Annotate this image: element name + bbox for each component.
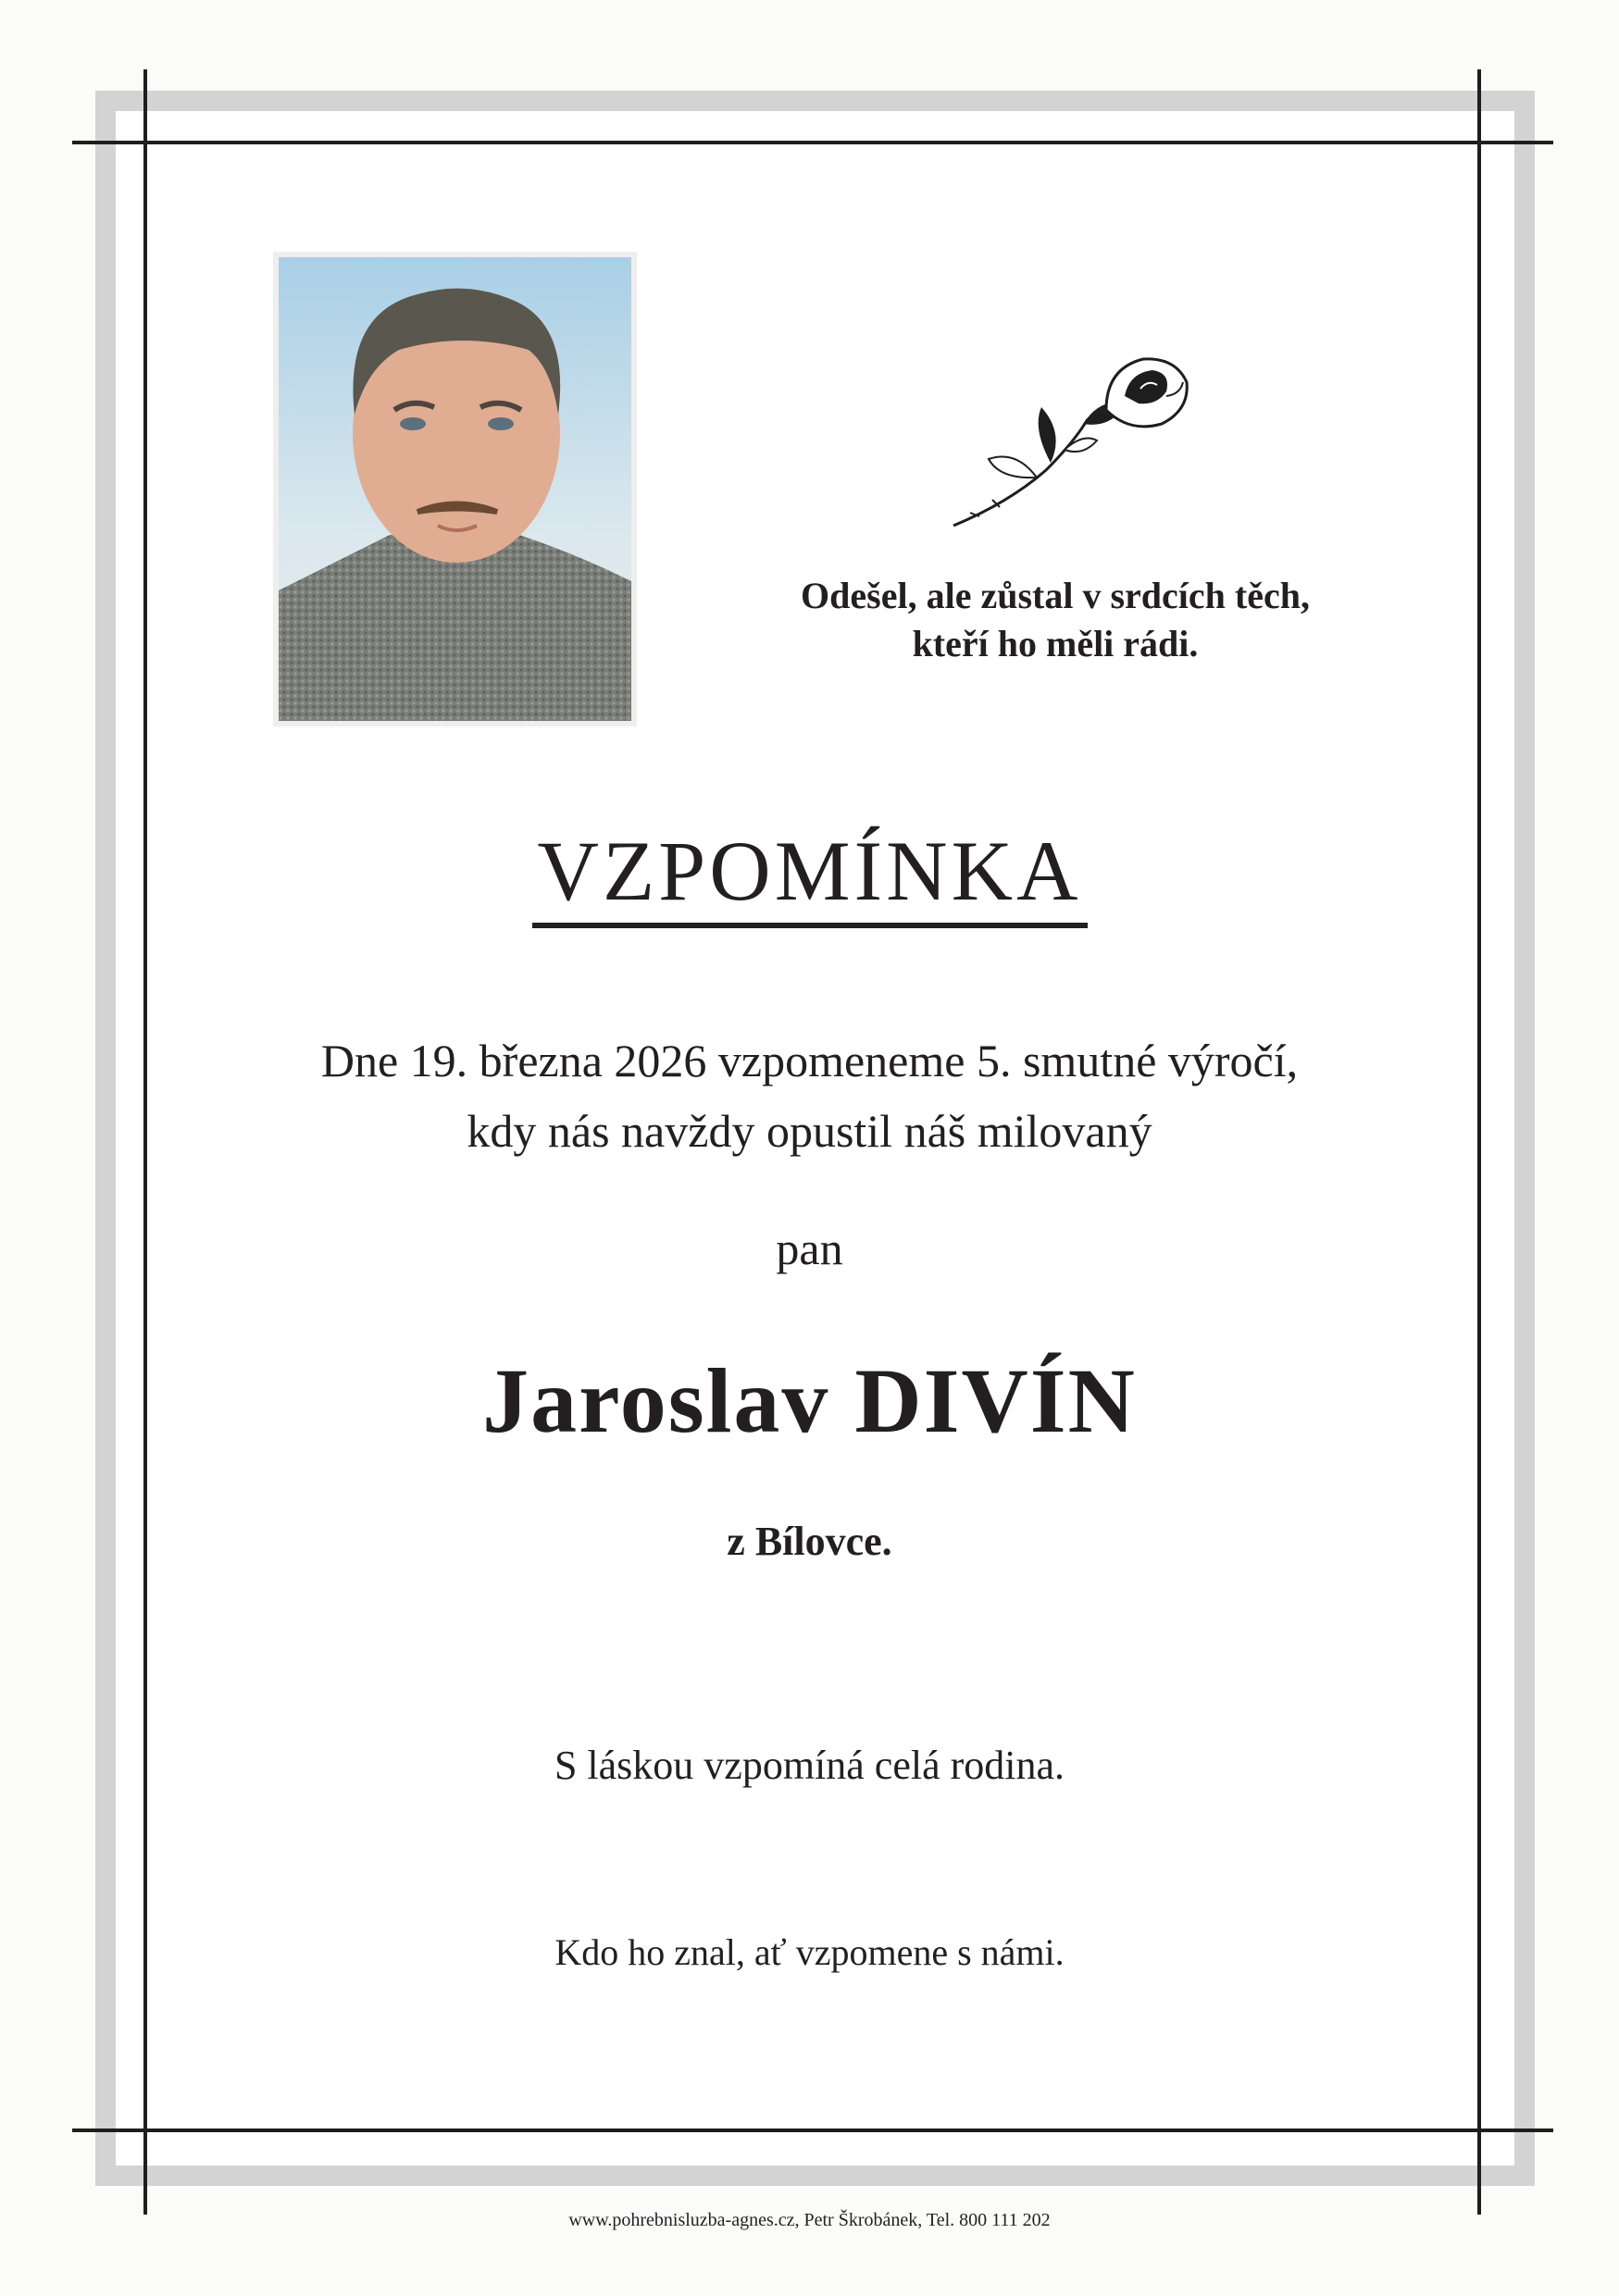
notice-title-text: VZPOMÍNKA — [532, 825, 1088, 928]
portrait-photo — [273, 252, 637, 726]
quote-line: kteří ho měli rádi. — [912, 623, 1199, 664]
footer-contact: www.pohrebnisluzba-agnes.cz, Petr Škrobánek, Tel. 800 111 202 — [568, 2210, 1051, 2230]
deceased-name: Jaroslav DIVÍN — [482, 1349, 1137, 1452]
closing-line: Kdo ho znal, ať vzpomene s námi. — [554, 1931, 1065, 1973]
quote-line: Odešel, ale zůstal v srdcích těch, — [801, 575, 1310, 616]
frame-line-bottom — [72, 2128, 1553, 2132]
intro-line: kdy nás navždy opustil náš milovaný — [467, 1105, 1152, 1157]
memorial-quote — [704, 572, 1407, 668]
family-line: S láskou vzpomíná celá rodina. — [554, 1743, 1065, 1788]
rose-icon — [944, 341, 1194, 535]
intro-line: Dne 19. března 2026 vzpomeneme 5. smutné výročí, — [320, 1035, 1299, 1086]
notice-title — [0, 822, 1619, 928]
deceased-origin: z Bílovce. — [727, 1519, 892, 1564]
frame-line-top — [72, 141, 1553, 144]
honorific: pan — [776, 1222, 843, 1274]
intro-text — [0, 1025, 1619, 1166]
